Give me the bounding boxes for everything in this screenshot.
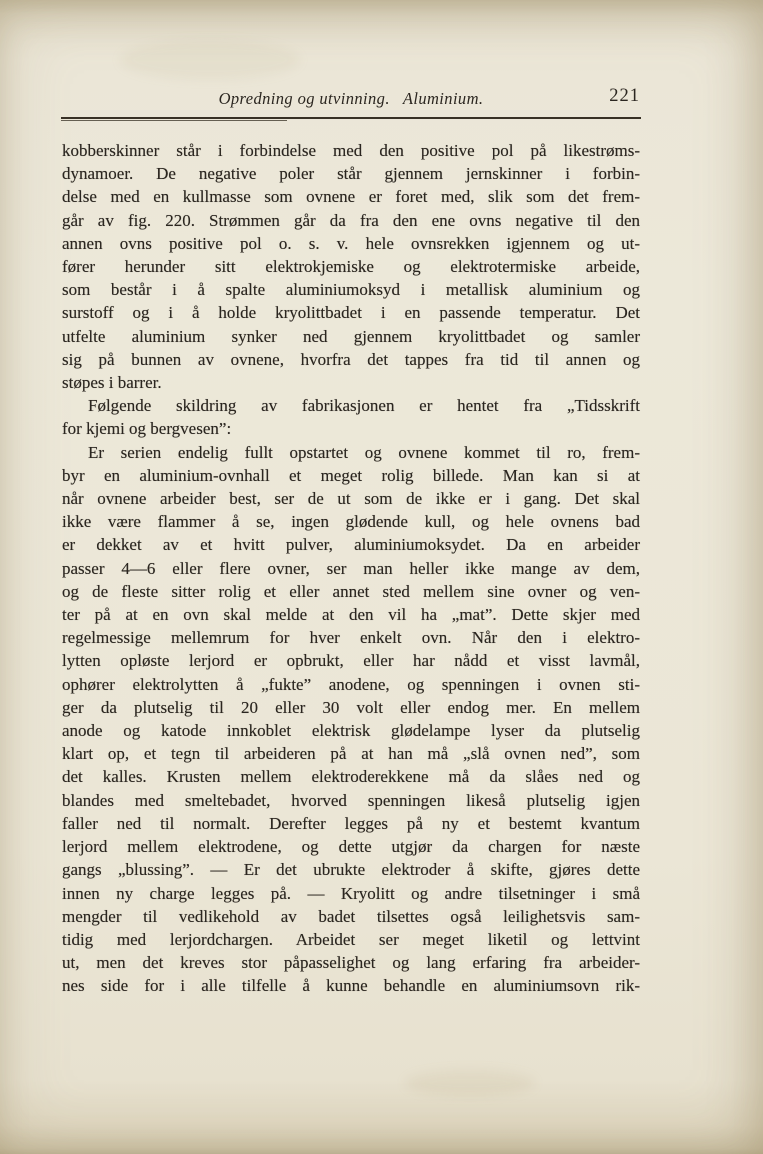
- text-line: fører herunder sitt elektrokjemiske og elektrotermiske arbeide,: [62, 257, 640, 277]
- text-line: støpes i barrer.: [62, 373, 162, 393]
- text-line: ut, men det kreves stor påpasselighet og lang erfaring fra arbeider-: [62, 953, 640, 973]
- text-line: ophører elektrolytten å „fukte” anodene, og spenningen i ovnen sti-: [62, 674, 640, 694]
- text-line: byr en aluminium-ovnhall et meget rolig billede. Man kan si at: [62, 465, 640, 485]
- paragraph: [62, 139, 640, 394]
- text-line: sig på bunnen av ovnene, hvorfra det tappes fra tid til annen og: [62, 349, 640, 369]
- header-divider-double-line: [61, 120, 287, 121]
- text-line: faller ned til normalt. Derefter legges på ny et bestemt kvantum: [62, 813, 640, 833]
- text-line: passer 4—6 eller flere ovner, ser man heller ikke mange av dem,: [62, 558, 640, 578]
- text-line: Er serien endelig fullt opstartet og ovnene kommet til ro, frem-: [88, 442, 640, 462]
- text-line: utfelte aluminium synker ned gjennem kryolittbadet og samler: [62, 326, 640, 346]
- text-line: surstoff og i å holde kryolittbadet i en passende temperatur. Det: [62, 303, 640, 323]
- page-number: 221: [609, 86, 640, 106]
- text-line: Følgende skildring av fabrikasjonen er hentet fra „Tidsskrift: [88, 396, 640, 416]
- text-line: det kalles. Krusten mellem elektroderekkene må da slåes ned og: [62, 767, 640, 787]
- text-line: kobberskinner står i forbindelse med den positive pol på likestrøms-: [62, 141, 640, 160]
- text-line: innen ny charge legges på. — Kryolitt og andre tilsetninger i små: [62, 883, 640, 903]
- text-line: nes side for i alle tilfelle å kunne behandle en aluminiumsovn rik-: [62, 976, 640, 996]
- page-body: [62, 139, 640, 998]
- header-divider-line: [61, 117, 641, 119]
- text-line: dynamoer. De negative poler står gjennem jernskinner i forbin-: [62, 164, 640, 184]
- paper-stain: [120, 40, 300, 80]
- text-line: delse med en kullmasse som ovnene er foret med, slik som det frem-: [62, 187, 640, 207]
- text-line: regelmessige mellemrum for hver enkelt ovn. Når den i elektro-: [62, 628, 640, 648]
- paragraph: [62, 394, 640, 440]
- text-line: lerjord mellem elektrodene, og dette utgjør da chargen for næste: [62, 837, 640, 857]
- text-line: gangs „blussing”. — Er det ubrukte elektroder å skifte, gjøres dette: [62, 860, 640, 880]
- text-line: ter på at en ovn skal melde at den vil ha „mat”. Dette skjer med: [62, 605, 640, 625]
- text-line: blandes med smeltebadet, hvorved spenningen likeså plutselig igjen: [62, 790, 640, 810]
- text-line: for kjemi og bergvesen”:: [62, 419, 232, 439]
- header-divider: [61, 117, 641, 122]
- text-line: anode og katode innkoblet elektrisk glødelampe lyser da plutselig: [62, 721, 640, 741]
- text-line: ger da plutselig til 20 eller 30 volt eller endog mer. En mellem: [62, 697, 640, 717]
- text-line: som består i å spalte aluminiumoksyd i metallisk aluminium og: [62, 280, 640, 300]
- text-line: er dekket av et hvitt pulver, aluminiumoksydet. Da en arbeider: [62, 535, 640, 555]
- running-head-chapter: Opredning og utvinning.: [218, 89, 390, 108]
- paragraph: [62, 441, 640, 998]
- text-line: annen ovns positive pol o. s. v. hele ovnsrekken igjennem og ut-: [62, 233, 640, 253]
- running-head: [62, 89, 640, 109]
- text-line: lytten opløste lerjord er opbrukt, eller har nådd et visst lavmål,: [62, 651, 640, 671]
- text-line: tidig med lerjordchargen. Arbeidet ser meget liketil og lettvint: [62, 929, 640, 949]
- paper-stain: [405, 1070, 535, 1096]
- text-line: klart op, et tegn til arbeideren på at han må „slå ovnen ned”, som: [62, 744, 640, 764]
- running-head-section: Aluminium.: [402, 89, 484, 108]
- text-line: mengder til vedlikehold av badet tilsettes også leilighetsvis sam-: [62, 906, 640, 926]
- text-line: går av fig. 220. Strømmen går da fra den ene ovns negative til den: [62, 210, 640, 230]
- text-line: ikke være flammer å se, ingen glødende kull, og hele ovnens bad: [62, 512, 640, 532]
- text-line: og de fleste sitter rolig et eller annet sted mellem sine ovner og ven-: [62, 581, 640, 601]
- text-line: når ovnene arbeider best, ser de ut som de ikke er i gang. Det skal: [62, 489, 640, 509]
